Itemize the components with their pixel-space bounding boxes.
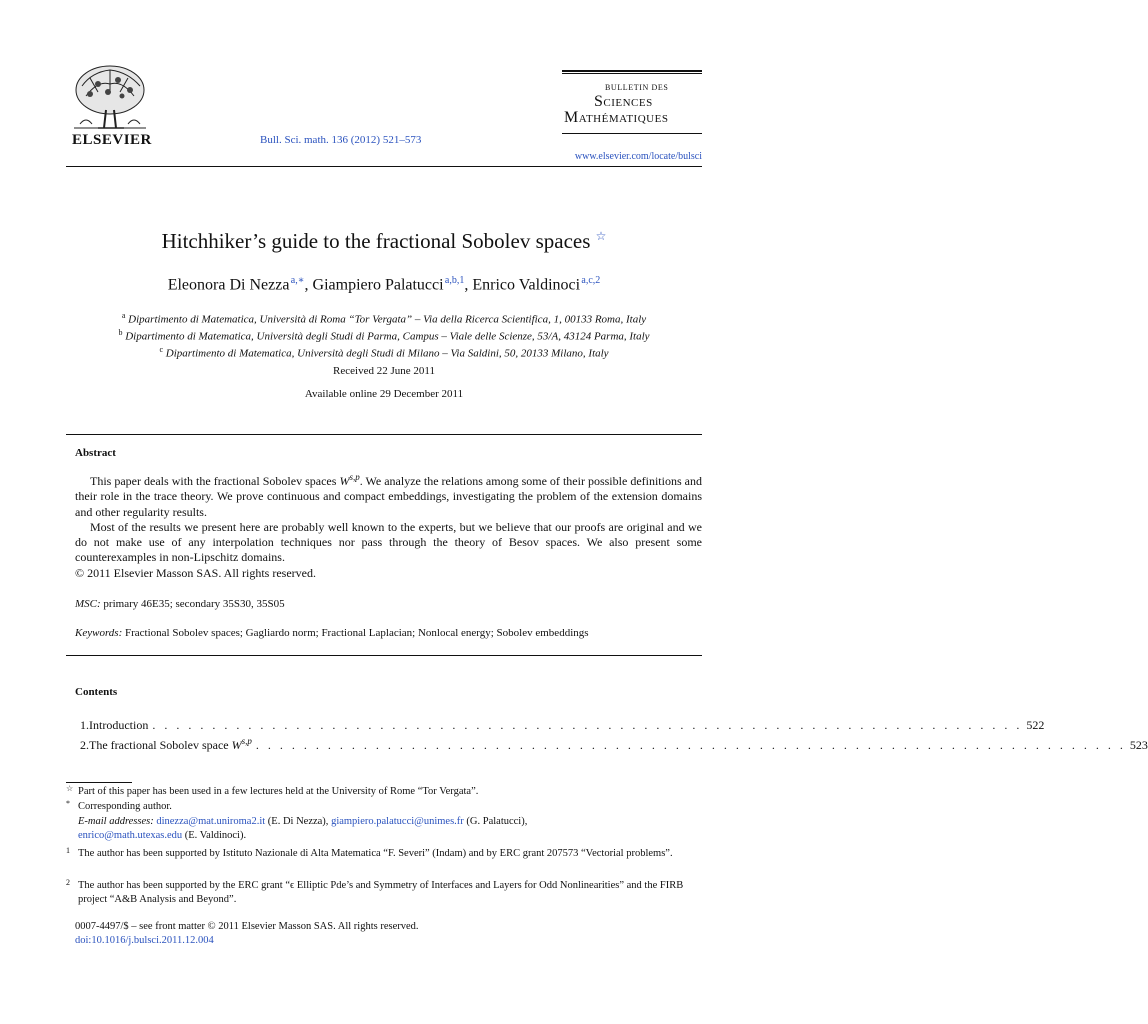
affiliation-marker: a <box>121 311 126 320</box>
affiliation-c <box>0 345 768 360</box>
author-affiliation-marker[interactable]: a,b,1 <box>444 275 465 286</box>
toc-page-number[interactable]: 523 <box>1129 738 1148 752</box>
footnote-text: The author has been supported by the ERC grant “ϵ Elliptic Pde’s and Symmetry of Interfaces and Layers for Odd Nonlinearities” and the FIRB project “A&B Analysis and Beyond”. <box>78 880 684 905</box>
toc-title[interactable]: Introduction <box>89 718 149 732</box>
journal-url-link[interactable]: www.elsevier.com/locate/bulsci <box>574 151 702 162</box>
footnote-text: Part of this paper has been used in a few lectures held at the University of Rome “Tor Vergata”. <box>78 786 479 797</box>
title-text: Hitchhiker’s guide to the fractional Sobolev spaces <box>161 229 591 253</box>
journal-banner-rule <box>562 73 702 74</box>
email-link[interactable]: dinezza@mat.uniroma2.it <box>156 816 266 827</box>
abstract-top-rule <box>66 434 702 435</box>
footnote-emails <box>78 815 702 843</box>
footnote-marker: 2 <box>66 878 70 887</box>
author-name: Giampiero Palatucci <box>312 276 444 294</box>
journal-banner-mathematiques: Mathématiques <box>564 109 669 126</box>
affiliation-marker: c <box>159 345 163 354</box>
footnote-star <box>66 784 702 799</box>
affiliation-text: Dipartimento di Matematica, Università di Roma “Tor Vergata” – Via della Ricerca Scientifica, 1, 00133 Roma, Italy <box>128 313 647 326</box>
abstract-heading: Abstract <box>75 447 116 459</box>
email-owner: (E. Valdinoci). <box>182 830 247 841</box>
msc-text: primary 46E35; secondary 35S30, 35S05 <box>100 598 285 610</box>
affiliation-a <box>0 311 768 326</box>
footnote-text: Corresponding author. <box>78 801 172 812</box>
toc-entry[interactable] <box>80 718 1045 733</box>
toc-page-number[interactable]: 522 <box>1026 718 1045 732</box>
toc-title-text[interactable]: The fractional Sobolev space <box>89 738 232 752</box>
abstract-text: This paper deals with the fractional Sobolev spaces <box>90 474 340 488</box>
toc-number: 1. <box>80 718 89 732</box>
toc-number: 2. <box>80 738 89 752</box>
journal-citation-link[interactable]: Bull. Sci. math. 136 (2012) 521–573 <box>260 134 422 146</box>
email-owner: (G. Palatucci), <box>463 816 528 827</box>
paper-title <box>0 229 768 254</box>
affiliation-text: Dipartimento di Matematica, Università degli Studi di Parma, Campus – Viale delle Scienze, 53/A, 43124 Parma, Italy <box>125 330 650 343</box>
footnote-marker: ☆ <box>66 784 74 793</box>
abstract-paragraph-1 <box>75 470 702 520</box>
journal-banner-sciences: Sciences <box>594 93 653 110</box>
math-superscript: s,p <box>349 472 360 482</box>
affiliation-text: Dipartimento di Matematica, Università degli Studi di Milano – Via Saldini, 50, 20133 Milano, Italy <box>165 347 609 360</box>
keywords <box>75 627 589 639</box>
abstract-text: . We analyze the relations among some of their possible definitions and their role in the trace theory. We prove continuous and compact embeddings, investigating the problem of the extension domains and other regularity results. <box>75 474 702 519</box>
footnote-marker: 1 <box>66 846 70 855</box>
author-separator: , <box>304 276 313 294</box>
publisher-name: ELSEVIER <box>72 132 152 148</box>
toc-leader-dots: . . . . . . . . . . . . . . . . . . . . . . . . . . . . . . . . . . . . . . . . . . . . . . . . . . . . . . . . . . . . . . . . . . . . . . . . . <box>255 738 1126 752</box>
keywords-text: Fractional Sobolev spaces; Gagliardo norm; Fractional Laplacian; Nonlocal energy; Sobolev embeddings <box>122 627 589 639</box>
math-symbol: W <box>339 474 350 488</box>
received-date: Received 22 June 2011 <box>333 365 435 377</box>
abstract-paragraph-2: Most of the results we present here are probably well known to the experts, but we believe that our proofs are original and we do not make use of any interpolation techniques nor pass through the theory of Besov spaces. We also present some counterexamples in non-Lipschitz domains. <box>75 519 702 565</box>
math-symbol: W <box>231 738 242 752</box>
author-affiliation-marker[interactable]: a,∗ <box>290 275 305 286</box>
available-online-date: Available online 29 December 2011 <box>304 388 464 400</box>
abstract-bottom-rule <box>66 655 702 656</box>
toc-entry[interactable] <box>80 736 1148 753</box>
footnote-1 <box>66 846 702 861</box>
author-separator: , <box>464 276 473 294</box>
msc-label: MSC: <box>75 598 101 610</box>
footnote-corresponding <box>66 799 702 814</box>
journal-banner-bulletin: BULLETIN DES <box>605 83 669 92</box>
affiliation-b <box>0 328 768 343</box>
footnote-2 <box>66 878 702 907</box>
affiliation-marker: b <box>118 328 123 337</box>
footnote-rule <box>66 782 132 783</box>
title-footnote-marker[interactable]: ☆ <box>595 229 607 243</box>
footnote-text: The author has been supported by Istituto Nazionale di Alta Matematica “F. Severi” (Indam) and by ERC grant 207573 “Vectorial problems”. <box>78 848 673 859</box>
author-name: Eleonora Di Nezza <box>167 276 290 294</box>
msc-classification <box>75 598 285 610</box>
math-superscript: s,p <box>241 736 252 746</box>
doi-link[interactable]: doi:10.1016/j.bulsci.2011.12.004 <box>75 935 214 946</box>
header-divider <box>66 166 702 167</box>
journal-banner-rule <box>562 133 702 134</box>
footnote-marker: * <box>66 799 70 808</box>
abstract-body <box>75 470 702 581</box>
journal-banner-rule <box>562 70 702 72</box>
email-link[interactable]: enrico@math.utexas.edu <box>78 830 183 841</box>
email-label: E-mail addresses: <box>78 816 154 827</box>
author-affiliation-marker[interactable]: a,c,2 <box>581 275 601 286</box>
toc-leader-dots: . . . . . . . . . . . . . . . . . . . . . . . . . . . . . . . . . . . . . . . . . . . . . . . . . . . . . . . . . . . . . . . . . . . . . . . . . <box>152 718 1023 732</box>
abstract-copyright: © 2011 Elsevier Masson SAS. All rights reserved. <box>75 565 316 580</box>
email-link[interactable]: giampiero.palatucci@unimes.fr <box>331 816 464 827</box>
article-footer <box>75 920 419 948</box>
keywords-label: Keywords: <box>75 627 123 639</box>
author-name: Enrico Valdinoci <box>472 276 581 294</box>
issn-line: 0007-4497/$ – see front matter © 2011 Elsevier Masson SAS. All rights reserved. <box>75 921 419 932</box>
contents-heading: Contents <box>75 686 118 698</box>
email-owner: (E. Di Nezza), <box>265 816 332 827</box>
author-list <box>0 275 768 294</box>
toc-title[interactable] <box>89 736 252 753</box>
